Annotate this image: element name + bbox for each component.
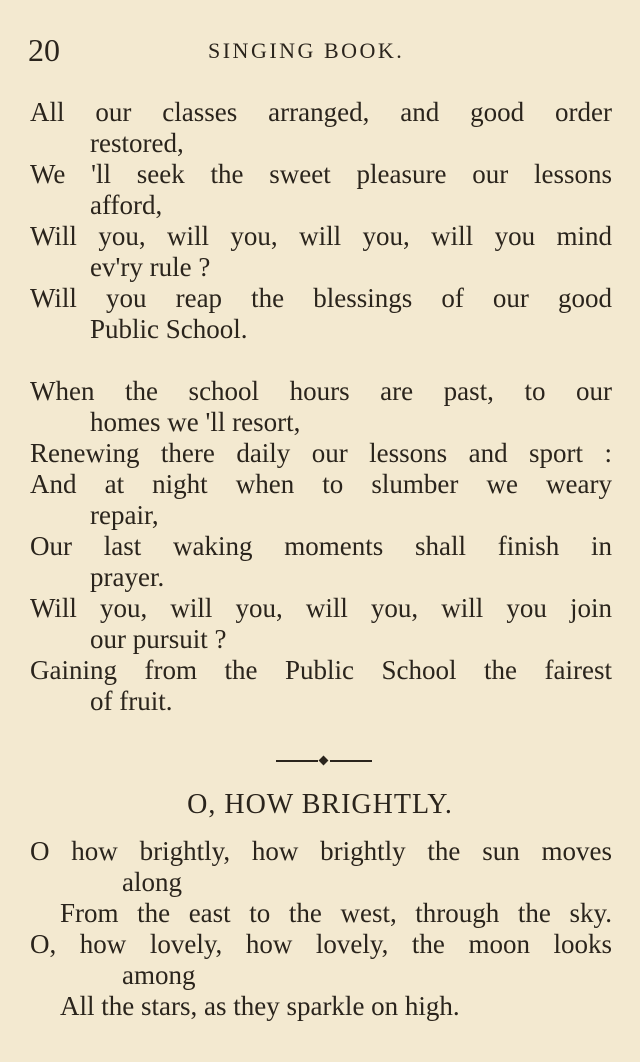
verse-line: We 'll seek the sweet pleasure our lessons	[30, 159, 612, 189]
verse-line: among	[122, 960, 196, 990]
verse-line: ev'ry rule ?	[90, 252, 211, 282]
verse-line: Our last waking moments shall finish in	[30, 531, 612, 561]
verse-line: Will you reap the blessings of our good	[30, 283, 612, 313]
verse-line: of fruit.	[90, 686, 173, 716]
verse-line: All our classes arranged, and good order	[30, 97, 612, 127]
song-title: O, HOW BRIGHTLY.	[187, 789, 453, 820]
verse-line: restored,	[90, 128, 184, 158]
page-number: 20	[28, 32, 60, 68]
verse-line: From the east to the west, through the sky.	[60, 898, 612, 928]
verse-line: O how brightly, how brightly the sun moves	[30, 836, 612, 866]
verse-line: afford,	[90, 190, 163, 220]
song-stanza	[30, 836, 612, 1022]
verse-line: homes we 'll resort,	[90, 407, 301, 437]
verse-line: prayer.	[90, 562, 165, 592]
verse-line: Will you, will you, will you, will you mind	[30, 221, 612, 251]
verse-line: our pursuit ?	[90, 624, 227, 654]
verse-line: When the school hours are past, to our	[30, 376, 612, 406]
verse-line: Renewing there daily our lessons and sport :	[30, 438, 612, 468]
verse-line: And at night when to slumber we weary	[30, 469, 612, 499]
verse-line: All the stars, as they sparkle on high.	[60, 991, 460, 1021]
verse-line: O, how lovely, how lovely, the moon looks	[30, 929, 612, 959]
verse-line: along	[122, 867, 182, 897]
section-divider	[276, 758, 372, 764]
stanza-2	[30, 376, 612, 717]
verse-line: Gaining from the Public School the fairest	[30, 655, 612, 685]
verse-line: Will you, will you, will you, will you join	[30, 593, 612, 623]
stanza-1	[30, 97, 612, 345]
verse-line: Public School.	[90, 314, 248, 344]
verse-line: repair,	[90, 500, 159, 530]
page-header	[28, 30, 612, 70]
running-head: SINGING BOOK.	[208, 38, 405, 63]
